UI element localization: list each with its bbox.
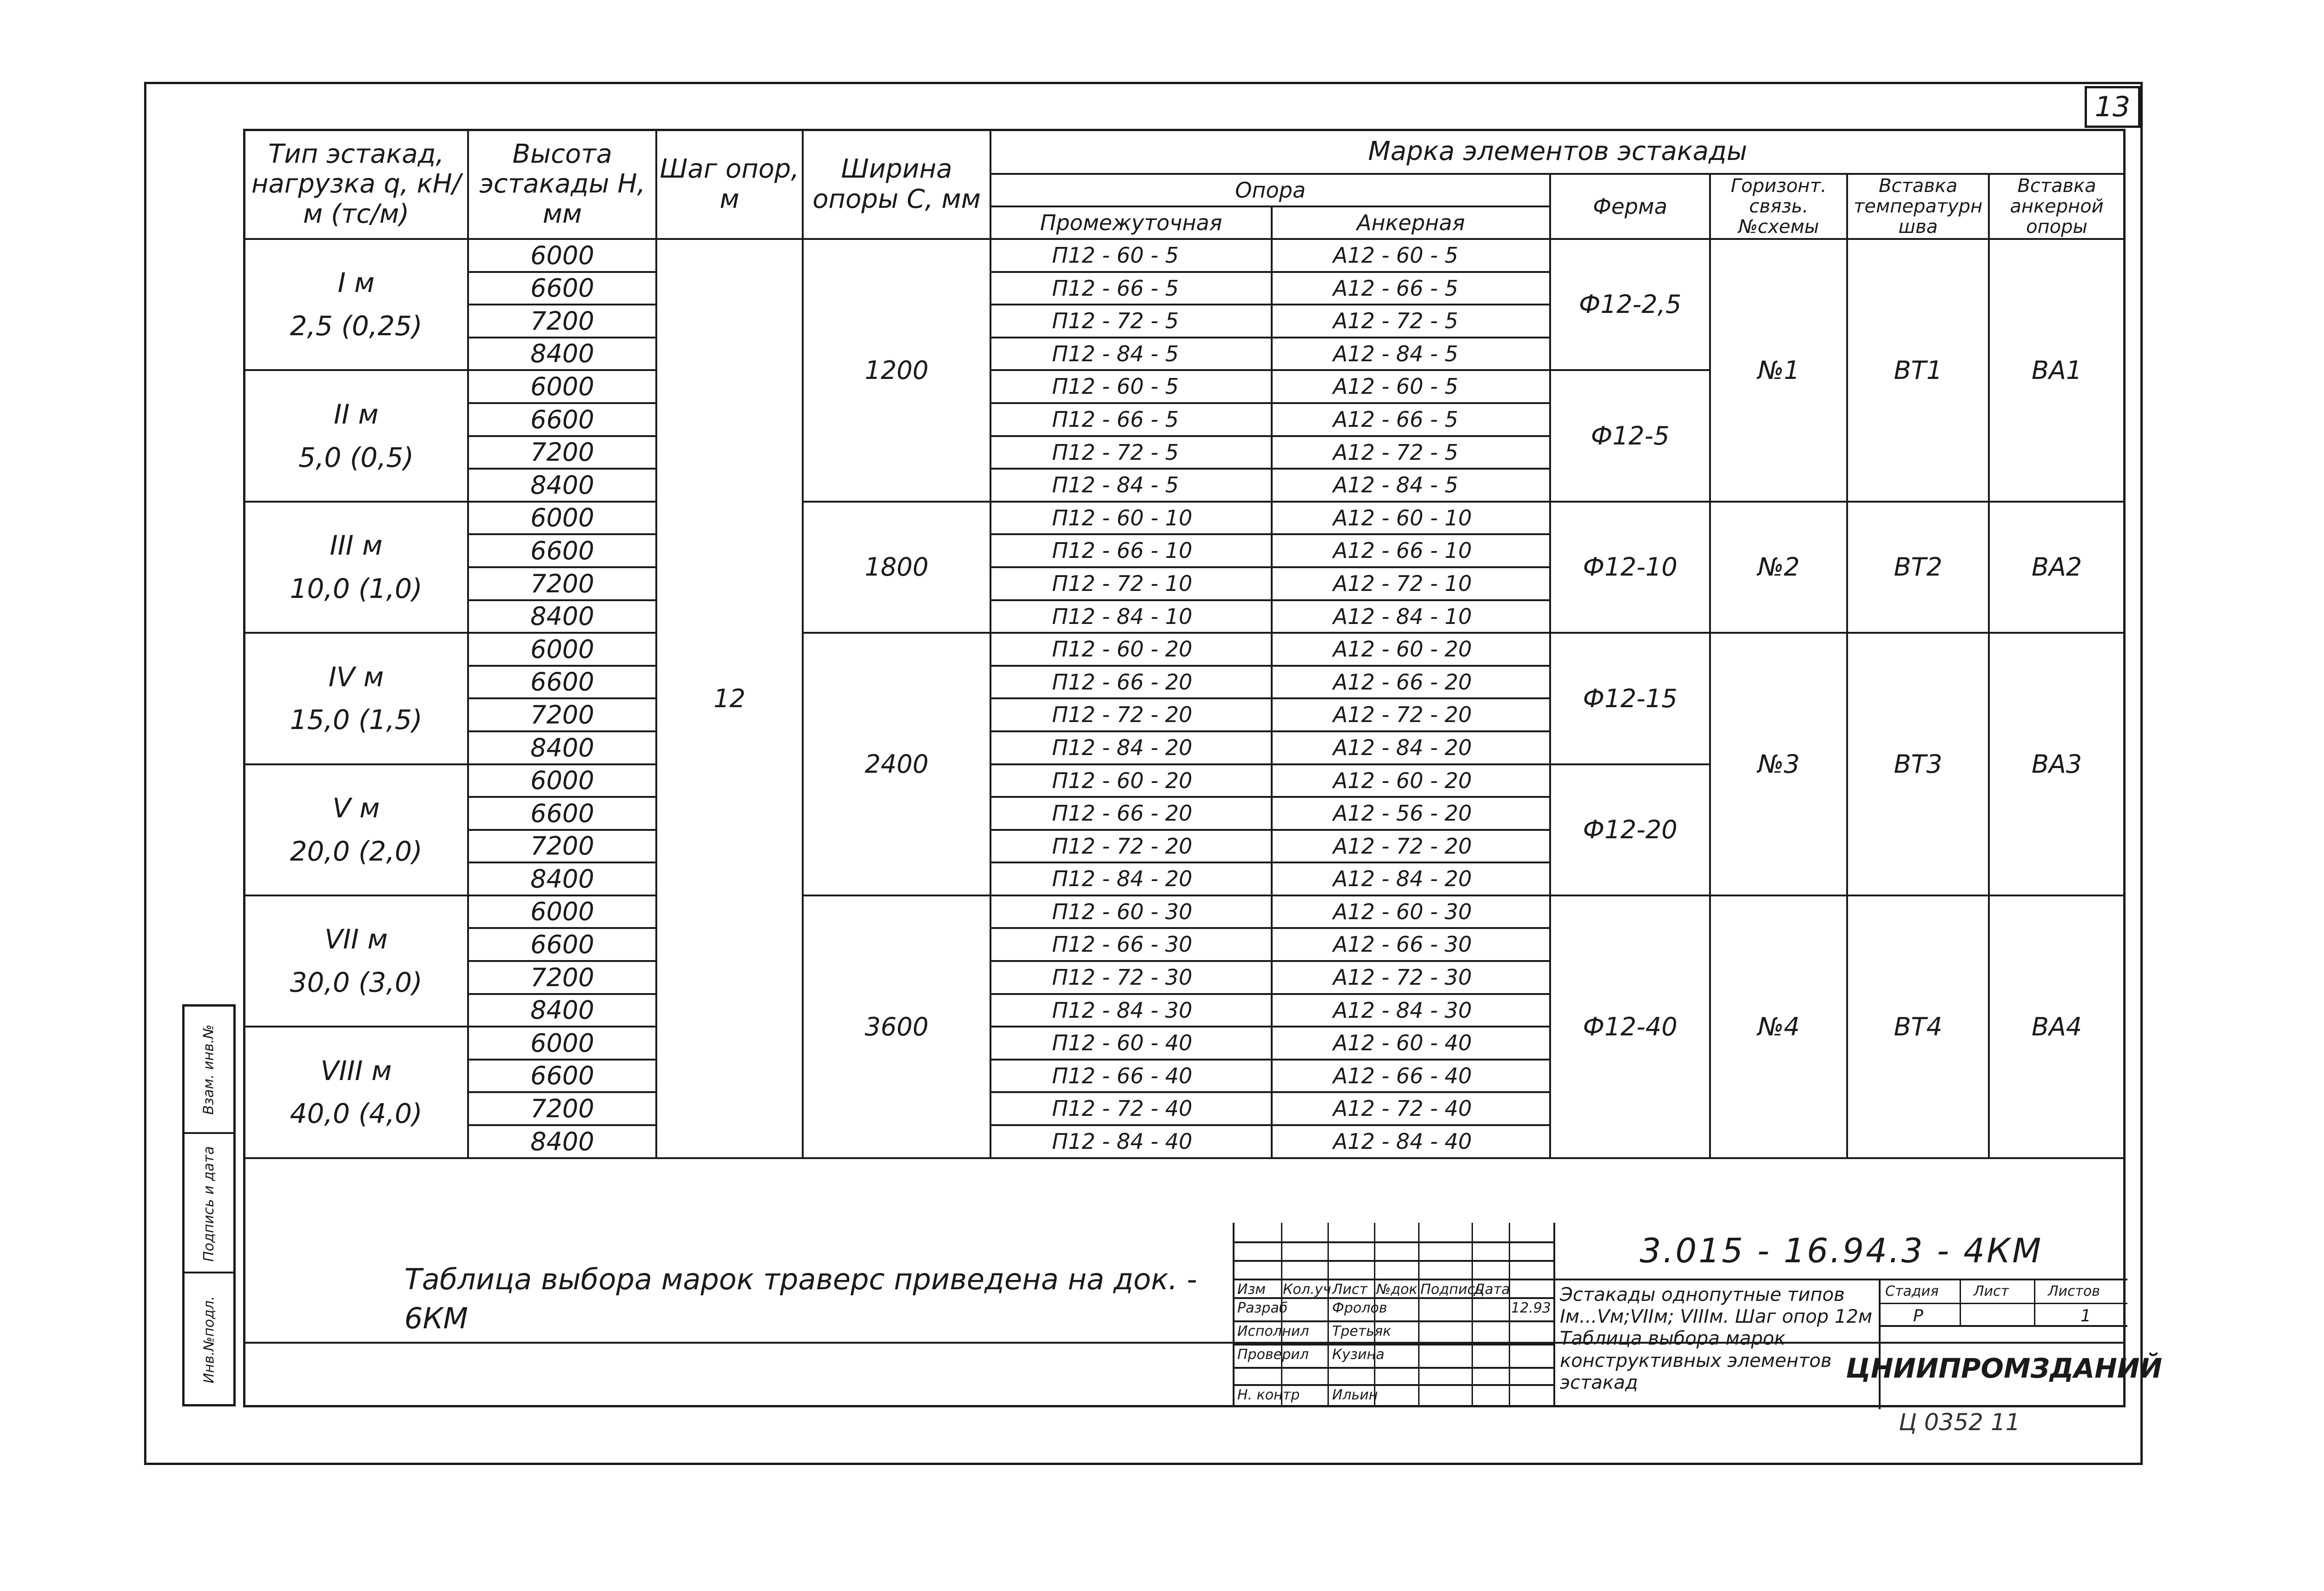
type-cell [244,633,468,764]
revision-row [1235,1223,1555,1241]
person-name: Фролов [1332,1300,1387,1316]
intermediate-mark: П12 - 66 - 20 [990,797,1271,830]
document-code: 3.015 - 16.94.3 - 4КМ [1553,1223,2127,1279]
scheme-cell: №2 [1710,502,1847,633]
col-header-height: Высота эстакады Н, мм [468,130,656,239]
stage-header [1881,1280,2127,1304]
table-row [244,895,2125,928]
role-label: Проверил [1237,1346,1309,1363]
scheme-cell: №1 [1710,239,1847,502]
organization: ЦНИИПРОМЗДАНИЙ [1879,1325,2127,1409]
truss-mark: Ф12-40 [1550,895,1710,1158]
revision-header-row [1235,1279,1555,1299]
side-stamp [182,1004,236,1406]
stage-value: Р [1913,1306,1923,1326]
width-cell: 2400 [803,633,991,895]
revision-row [1235,1260,1555,1280]
person-name: Ильин [1332,1387,1378,1403]
grid-line [2034,1280,2035,1327]
type-name: III м [330,530,383,562]
scheme-cell: №3 [1710,633,1847,895]
page-number: 13 [2085,86,2140,128]
anchor-mark: А12 - 84 - 5 [1272,338,1550,371]
type-load: 40,0 (4,0) [290,1098,423,1130]
type-name: VIII м [320,1054,392,1087]
type-cell [244,1027,468,1158]
height-cell: 7200 [468,567,656,600]
type-name: VII м [324,923,388,955]
document-description: Эстакады однопутные типов Iм...Vм;VIIм; VIIIм. Шаг опор 12м Таблица выбора марок конструктивных элементов эстакад [1553,1279,1879,1407]
step-cell: 12 [656,239,803,1158]
intermediate-mark: П12 - 84 - 5 [990,338,1271,371]
width-cell: 3600 [803,895,991,1158]
title-block [1233,1223,2162,1407]
sign-date: 12.93 [1511,1300,1551,1316]
temp-insert-cell: ВТ4 [1847,895,1989,1158]
col-header-width: Ширина опоры С, мм [803,130,991,239]
intermediate-mark: П12 - 66 - 30 [990,928,1271,961]
scheme-cell: №4 [1710,895,1847,1158]
height-cell: 6000 [468,895,656,928]
intermediate-mark: П12 - 84 - 10 [990,600,1271,633]
height-cell: 7200 [468,305,656,338]
intermediate-mark: П12 - 84 - 20 [990,862,1271,895]
height-cell: 7200 [468,436,656,469]
intermediate-mark: П12 - 60 - 40 [990,1027,1271,1060]
anchor-mark: А12 - 56 - 20 [1272,797,1550,830]
archive-number: Ц 0352 11 [1899,1409,2020,1436]
height-cell: 7200 [468,698,656,731]
signature-row [1235,1320,1555,1346]
stage-box [1879,1279,2127,1327]
intermediate-mark: П12 - 72 - 5 [990,305,1271,338]
table-row [244,502,2125,535]
anchor-mark: А12 - 84 - 20 [1272,862,1550,895]
side-stamp-cell: Подпись и дата [185,1132,233,1273]
signature-row [1235,1384,1555,1409]
intermediate-mark: П12 - 60 - 10 [990,502,1271,535]
anchor-mark: А12 - 84 - 5 [1272,469,1550,502]
col-header-marks: Марка элементов эстакады [990,130,2125,174]
height-cell: 6000 [468,1027,656,1060]
height-cell: 6000 [468,239,656,272]
note-text: Таблица выбора марок траверс приведена на док. - 6КМ [404,1262,1197,1335]
col-header-temp-insert: Вставка температурн шва [1847,174,1989,239]
truss-mark: Ф12-20 [1550,764,1710,895]
anchor-mark: А12 - 72 - 10 [1272,567,1550,600]
height-cell: 6600 [468,272,656,305]
type-name: V м [332,792,380,824]
anchor-mark: А12 - 60 - 30 [1272,895,1550,928]
type-name: I м [337,267,375,299]
anchor-mark: А12 - 72 - 30 [1272,961,1550,994]
role-label: Разраб [1237,1300,1288,1316]
anchor-insert-cell: ВА2 [1989,502,2125,633]
height-cell: 8400 [468,994,656,1027]
type-load: 15,0 (1,5) [290,704,423,736]
sheets-value: 1 [2080,1306,2091,1326]
temp-insert-cell: ВТ2 [1847,502,1989,633]
anchor-mark: А12 - 84 - 30 [1272,994,1550,1027]
height-cell: 6600 [468,403,656,436]
height-cell: 8400 [468,600,656,633]
side-stamp-cell: Инв.№подл. [185,1272,233,1406]
anchor-mark: А12 - 66 - 30 [1272,928,1550,961]
role-label: Н. контр [1237,1387,1300,1403]
height-cell: 8400 [468,862,656,895]
intermediate-mark: П12 - 72 - 5 [990,436,1271,469]
height-cell: 6000 [468,502,656,535]
intermediate-mark: П12 - 66 - 40 [990,1060,1271,1093]
type-load: 5,0 (0,5) [298,441,414,473]
anchor-mark: А12 - 66 - 5 [1272,403,1550,436]
anchor-mark: А12 - 60 - 5 [1272,370,1550,403]
intermediate-mark: П12 - 66 - 5 [990,272,1271,305]
truss-mark: Ф12-10 [1550,502,1710,633]
temp-insert-cell: ВТ1 [1847,239,1989,502]
type-load: 30,0 (3,0) [290,967,423,999]
height-cell: 7200 [468,830,656,863]
height-cell: 8400 [468,731,656,764]
anchor-mark: А12 - 66 - 10 [1272,534,1550,567]
col-header-anchor-insert: Вставка анкерной опоры [1989,174,2125,239]
rev-col-label: Кол.уч [1283,1281,1331,1298]
table-body [244,239,2125,1158]
col-header-support: Опора [990,174,1550,206]
anchor-mark: А12 - 66 - 40 [1272,1060,1550,1093]
rev-col-label: №док [1376,1281,1418,1298]
table-row [244,239,2125,272]
type-cell [244,764,468,895]
anchor-mark: А12 - 66 - 20 [1272,666,1550,699]
intermediate-mark: П12 - 60 - 20 [990,633,1271,666]
anchor-mark: А12 - 84 - 40 [1272,1125,1550,1158]
signature-row [1235,1297,1555,1322]
intermediate-mark: П12 - 84 - 30 [990,994,1271,1027]
intermediate-mark: П12 - 72 - 20 [990,830,1271,863]
height-cell: 6000 [468,764,656,797]
anchor-mark: А12 - 66 - 5 [1272,272,1550,305]
col-header-step: Шаг опор, м [656,130,803,239]
type-cell [244,239,468,370]
intermediate-mark: П12 - 72 - 30 [990,961,1271,994]
anchor-mark: А12 - 72 - 5 [1272,305,1550,338]
anchor-insert-cell: ВА3 [1989,633,2125,895]
col-header-intermediate: Промежуточная [990,206,1271,239]
revision-row [1235,1241,1555,1262]
rev-col-label: Лист [1332,1281,1368,1298]
intermediate-mark: П12 - 72 - 20 [990,698,1271,731]
type-cell [244,502,468,633]
col-header-anchor: Анкерная [1272,206,1550,239]
signature-row [1235,1367,1555,1386]
truss-mark: Ф12-2,5 [1550,239,1710,370]
type-name: IV м [328,661,384,693]
type-load: 2,5 (0,25) [290,310,423,342]
anchor-mark: А12 - 60 - 5 [1272,239,1550,272]
intermediate-mark: П12 - 84 - 40 [990,1125,1271,1158]
person-name: Кузина [1332,1346,1385,1363]
width-cell: 1800 [803,502,991,633]
temp-insert-cell: ВТ3 [1847,633,1989,895]
anchor-mark: А12 - 72 - 40 [1272,1092,1550,1125]
height-cell: 6600 [468,534,656,567]
height-cell: 7200 [468,961,656,994]
intermediate-mark: П12 - 72 - 10 [990,567,1271,600]
rev-col-label: Изм [1237,1281,1266,1298]
height-cell: 8400 [468,469,656,502]
width-cell: 1200 [803,239,991,502]
type-name: II м [334,398,379,430]
height-cell: 6600 [468,928,656,961]
intermediate-mark: П12 - 60 - 20 [990,764,1271,797]
anchor-mark: А12 - 60 - 20 [1272,764,1550,797]
anchor-mark: А12 - 84 - 10 [1272,600,1550,633]
type-load: 10,0 (1,0) [290,572,423,604]
anchor-mark: А12 - 60 - 20 [1272,633,1550,666]
height-cell: 6000 [468,370,656,403]
height-cell: 6600 [468,797,656,830]
grid-line [1960,1280,1961,1327]
col-header-horizontal: Горизонт. связь. №схемы [1710,174,1847,239]
anchor-mark: А12 - 72 - 20 [1272,830,1550,863]
col-header-type: Тип эстакад, нагрузка q, кН/м (тс/м) [244,130,468,239]
height-cell: 8400 [468,1125,656,1158]
stage-label: Стадия [1885,1283,1939,1299]
table-row [244,633,2125,666]
type-cell [244,370,468,501]
intermediate-mark: П12 - 60 - 5 [990,239,1271,272]
revision-grid [1233,1223,1555,1407]
intermediate-mark: П12 - 60 - 30 [990,895,1271,928]
type-cell [244,895,468,1027]
height-cell: 6000 [468,633,656,666]
anchor-mark: А12 - 72 - 20 [1272,698,1550,731]
type-load: 20,0 (2,0) [290,835,423,867]
person-name: Третьяк [1332,1323,1392,1339]
intermediate-mark: П12 - 84 - 5 [990,469,1271,502]
sheets-label: Листов [2048,1283,2100,1299]
intermediate-mark: П12 - 72 - 40 [990,1092,1271,1125]
intermediate-mark: П12 - 66 - 10 [990,534,1271,567]
intermediate-mark: П12 - 66 - 20 [990,666,1271,699]
rev-col-label: Дата [1474,1281,1510,1298]
truss-mark: Ф12-15 [1550,633,1710,764]
anchor-insert-cell: ВА1 [1989,239,2125,502]
height-cell: 6600 [468,1060,656,1093]
intermediate-mark: П12 - 60 - 5 [990,370,1271,403]
truss-mark: Ф12-5 [1550,370,1710,501]
height-cell: 8400 [468,338,656,371]
anchor-mark: А12 - 72 - 5 [1272,436,1550,469]
height-cell: 6600 [468,666,656,699]
col-header-truss: Ферма [1550,174,1710,239]
intermediate-mark: П12 - 66 - 5 [990,403,1271,436]
sheet-label: Лист [1974,1283,2009,1299]
anchor-insert-cell: ВА4 [1989,895,2125,1158]
signature-row [1235,1344,1555,1369]
marks-table [243,129,2126,1344]
rev-col-label: Подпись [1420,1281,1483,1298]
anchor-mark: А12 - 84 - 20 [1272,731,1550,764]
side-stamp-cell: Взам. инв.№ [201,1024,217,1115]
anchor-mark: А12 - 60 - 40 [1272,1027,1550,1060]
intermediate-mark: П12 - 84 - 20 [990,731,1271,764]
anchor-mark: А12 - 60 - 10 [1272,502,1550,535]
height-cell: 7200 [468,1092,656,1125]
role-label: Исполнил [1237,1323,1309,1339]
